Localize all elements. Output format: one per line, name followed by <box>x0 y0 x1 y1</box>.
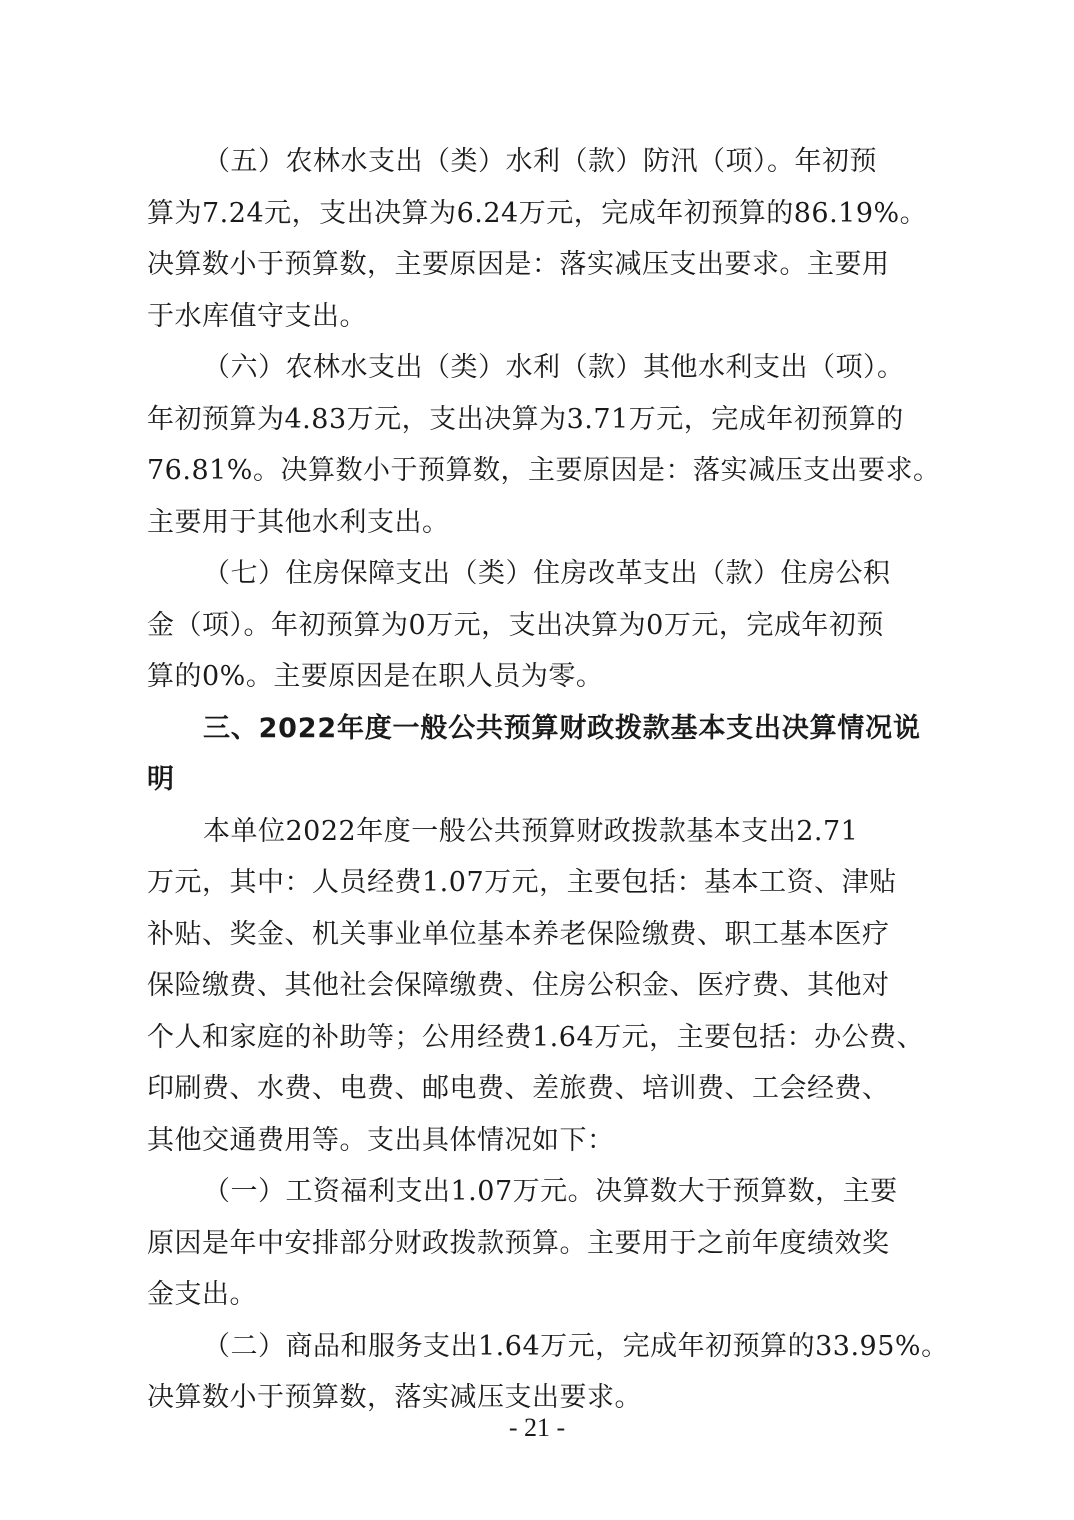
text-line: 金（项）。年初预算为0万元，支出决算为0万元，完成年初预 <box>147 609 884 641</box>
text-line: 主要用于其他水利支出。 <box>147 506 450 538</box>
text-line: 年初预算为4.83万元，支出决算为3.71万元，完成年初预算的 <box>147 403 904 435</box>
text-line: （七）住房保障支出（类）住房改革支出（款）住房公积 <box>203 558 891 589</box>
text-line: （五）农林水支出（类）水利（款）防汛（项）。年初预 <box>203 146 877 177</box>
text-line: （一）工资福利支出1.07万元。决算数大于预算数，主要 <box>203 1176 898 1207</box>
page-number: - 21 - <box>508 1413 566 1442</box>
text-line: 补贴、奖金、机关事业单位基本养老保险缴费、职工基本医疗 <box>147 918 890 950</box>
text-line: （六）农林水支出（类）水利（款）其他水利支出（项）。 <box>203 352 905 383</box>
text-line: 决算数小于预算数，主要原因是：落实减压支出要求。主要用 <box>147 249 890 280</box>
text-line: 本单位2022年度一般公共预算财政拨款基本支出2.71 <box>203 815 859 847</box>
section-heading-line: 明 <box>147 764 175 795</box>
text-line: 76.81%。决算数小于预算数，主要原因是：落实减压支出要求。 <box>147 455 941 486</box>
text-line: 算为7.24元，支出决算为6.24万元，完成年初预算的86.19%。 <box>147 197 928 229</box>
section-heading-line: 三、2022年度一般公共预算财政拨款基本支出决算情况说 <box>203 712 921 744</box>
text-line: 印刷费、水费、电费、邮电费、差旅费、培训费、工会经费、 <box>147 1073 890 1104</box>
text-line: （二）商品和服务支出1.64万元，完成年初预算的33.95%。 <box>203 1330 949 1362</box>
text-line: 万元，其中：人员经费1.07万元，主要包括：基本工资、津贴 <box>147 867 897 898</box>
text-line: 金支出。 <box>147 1279 257 1310</box>
text-line: 其他交通费用等。支出具体情况如下： <box>147 1124 615 1156</box>
text-line: 于水库值守支出。 <box>147 300 367 332</box>
text-line: 算的0%。主要原因是在职人员为零。 <box>147 661 604 692</box>
text-line: 原因是年中安排部分财政拨款预算。主要用于之前年度绩效奖 <box>147 1227 890 1259</box>
text-line: 个人和家庭的补助等；公用经费1.64万元，主要包括：办公费、 <box>147 1021 925 1053</box>
text-line: 保险缴费、其他社会保障缴费、住房公积金、医疗费、其他对 <box>147 970 890 1001</box>
text-line: 决算数小于预算数，落实减压支出要求。 <box>147 1382 642 1413</box>
body-text <box>147 136 949 1424</box>
